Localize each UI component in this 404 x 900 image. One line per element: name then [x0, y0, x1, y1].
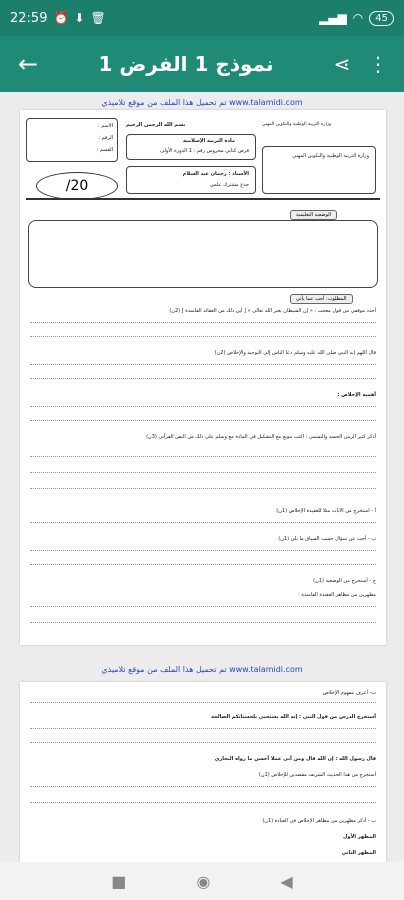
answer-line — [30, 786, 376, 787]
student-info-box — [26, 118, 118, 162]
recent-apps-icon[interactable]: ■ — [111, 871, 127, 891]
section-title-situation: الوضعية التعليمية — [290, 210, 337, 220]
section-title-questions: المطلوب: أجب عما يأتي — [290, 294, 353, 304]
answer-line — [30, 456, 376, 457]
document-page-2 — [20, 682, 386, 862]
p2-label-2: المظهر الثاني — [341, 850, 376, 856]
teacher-text: الأستاذ : رحمان عبد السلام — [182, 171, 249, 177]
wifi-icon: ◠ — [352, 11, 364, 25]
answer-line — [30, 406, 376, 407]
source-link-bottom[interactable]: تم تحميل هذا الملف من موقع تلاميذي www.talamidi.com — [101, 665, 303, 674]
exam-title-text: فرض كتابي محروس رقم : 1 الدورة الأولى — [160, 148, 249, 154]
answer-line — [30, 420, 376, 421]
document-viewer[interactable] — [0, 92, 404, 862]
question-1: أحدد موقفي من قول معجب : « إن الشيطان يغير الله تعالى » [ أين ذلك من العقائد الفاسدة ] (2ن) — [169, 308, 376, 314]
app-title: نموذج 1 الفرض 1 — [98, 52, 274, 76]
home-icon[interactable]: ◉ — [196, 871, 211, 891]
system-nav-bar — [0, 862, 404, 900]
p2-question-1: ب- أعرف مفهوم الإخلاص — [322, 690, 376, 696]
bismillah-text: بسم الله الرحمن الرحيم — [126, 122, 186, 128]
document-page-1 — [20, 110, 386, 645]
battery-indicator: 45 — [369, 11, 394, 26]
p2-question-2: أستخرج الدرس من قول النبي : إنه الله يستحيي بلحسناتكم الصالحة — [211, 714, 376, 720]
answer-line — [30, 336, 376, 337]
source-link-top[interactable]: تم تحميل هذا الملف من موقع تلاميذي www.talamidi.com — [101, 98, 303, 107]
signal-icon: ▂▄▆ — [319, 11, 347, 25]
answer-line — [30, 472, 376, 473]
back-arrow-icon[interactable]: ← — [17, 50, 39, 78]
answer-line — [30, 564, 376, 565]
p2-label-1: المظهر الأول — [343, 834, 376, 840]
answer-line — [30, 522, 376, 523]
score-oval: /20 — [36, 172, 118, 200]
question-8: مظهرين من مظاهر العقيدة الفاسدة : — [298, 592, 376, 598]
question-5: أ - استخرج من الآيات مثلا للعقيدة الإخلاص (1ن) — [276, 508, 376, 514]
answer-line — [30, 378, 376, 379]
teacher-box — [126, 166, 256, 194]
student-name-label: الاسم : — [97, 123, 113, 129]
answer-line — [30, 702, 376, 703]
subject-text: مادة التربية الإسلامية — [183, 138, 235, 144]
back-nav-icon[interactable]: ◀ — [280, 871, 293, 891]
app-bar — [0, 36, 404, 92]
answer-line — [30, 802, 376, 803]
answer-line — [30, 742, 376, 743]
question-7: ج - أستخرج من الوضعية (1ن) — [313, 578, 376, 584]
ministry-box — [262, 146, 376, 194]
answer-line — [30, 550, 376, 551]
p2-question-5: ب - أذكر مظهرين من مظاهر الإخلاص في العبادة (1ن) — [262, 818, 376, 824]
status-time: 22:59 — [10, 10, 48, 26]
question-6: ب - أجب عن سؤال حسب السياق ما يلي (1ن) — [278, 536, 376, 542]
answer-line — [30, 728, 376, 729]
p2-question-4: أستخرج من هذا الحديث الشريف مقصدين للإخلاص (1ن) — [258, 772, 376, 778]
answer-line — [30, 606, 376, 607]
more-options-icon[interactable]: ⋮ — [368, 52, 388, 76]
student-number-label: الرقم : — [98, 135, 113, 141]
ministry-text: وزارة التربية الوطنية والتكوين المهني — [292, 153, 369, 159]
ministry-header-text: وزارة التربية الوطنية والتكوين المهني — [262, 122, 332, 127]
answer-line — [30, 364, 376, 365]
question-3: أهمية الإخلاص : — [337, 392, 376, 398]
level-text: جذع مشترك علمي — [209, 182, 249, 188]
alarm-icon: ⏰ — [53, 11, 69, 25]
p2-question-3: قال رسول الله : إن الله قال ومن أتى عملا أحسن ما رواه البخاري — [214, 756, 376, 762]
student-class-label: القسم : — [96, 147, 113, 153]
status-bar — [0, 0, 404, 36]
answer-line — [30, 622, 376, 623]
answer-line — [30, 488, 376, 489]
answer-line — [30, 322, 376, 323]
trash-icon: 🗑 — [90, 11, 106, 25]
subject-box — [126, 134, 256, 160]
download-icon: ⬇ — [74, 11, 85, 25]
situation-text-box — [28, 220, 378, 288]
question-4: أذكر كثير الزمن الحسد والتسمي : اكتب بتوبع مع التشكيل في المادة مع وسلم على ذلك من النص القرآني (3ن) — [146, 434, 376, 440]
share-icon[interactable]: ⋖ — [333, 52, 351, 76]
question-2: قال اللهم إنه النبي صلى الله عليه وسلم دعا الناس إلى التوحيد والإخلاص (2ن) — [214, 350, 376, 356]
